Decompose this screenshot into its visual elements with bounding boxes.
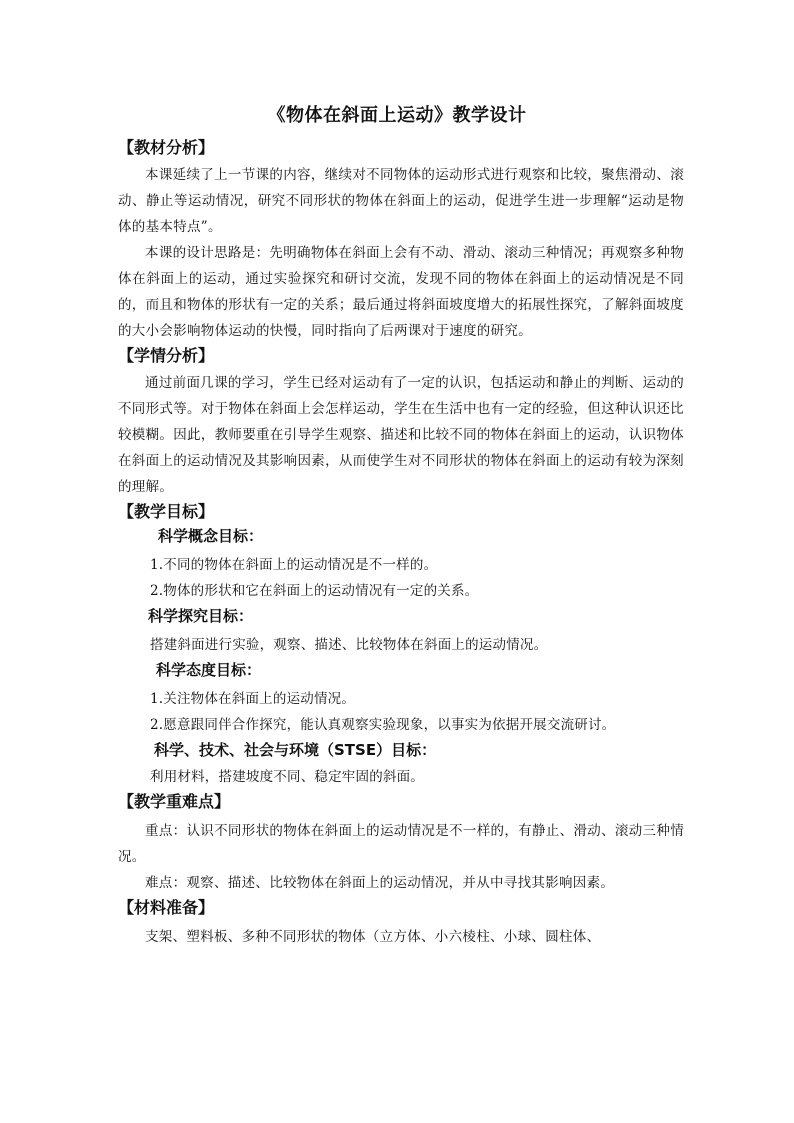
section-heading-goals: 【教学目标】: [118, 502, 215, 521]
goal-attitude-item-2: 2.愿意跟同伴合作探究，能认真观察实验现象，以事实为依据开展交流研讨。: [150, 717, 616, 733]
goal-attitude-title: 科学态度目标：: [156, 661, 262, 679]
section-heading-textbook: 【教材分析】: [118, 138, 215, 157]
textbook-paragraph-2: 本课的设计思路是：先明确物体在斜面上会有不动、滑动、滚动三种情况；再观察多种物体在斜面上的运动，通过实验探究和研讨交流，发现不同的物体在斜面上的运动情况是不同的，而且和物体的形状有一定的关系；最后通过将斜面坡度增大的拓展性探究，了解斜面坡度的大小会影响物体运动的快慢，同时指向了后两课对于速度的研究。: [118, 245, 684, 339]
document-title: 《物体在斜面上运动》教学设计: [267, 105, 527, 126]
goal-inquiry-title: 科学探究目标：: [148, 607, 254, 625]
section-heading-keypoints: 【教学重难点】: [118, 792, 231, 811]
materials-paragraph-1: 支架、塑料板、多种不同形状的物体（立方体、小六棱柱、小球、圆柱体、: [145, 929, 601, 945]
goal-concept-item-1: 1.不同的物体在斜面上的运动情况是不一样的。: [150, 557, 438, 573]
textbook-paragraph-1: 本课延续了上一节课的内容，继续对不同物体的运动形式进行观察和比较，聚焦滑动、滚动、静止等运动情况，研究不同形状的物体在斜面上的运动，促进学生进一步理解“运动是物体的基本特点”。: [118, 167, 684, 235]
keypoints-difficult: 难点：观察、描述、比较物体在斜面上的运动情况，并从中寻找其影响因素。: [145, 875, 615, 891]
goal-stse-item-1: 利用材料，搭建坡度不同、稳定牢固的斜面。: [150, 769, 424, 785]
keypoints-key: 重点：认识不同形状的物体在斜面上的运动情况是不一样的，有静止、滑动、滚动三种情况。: [118, 823, 684, 865]
students-paragraph-1: 通过前面几课的学习，学生已经对运动有了一定的认识，包括运动和静止的判断、运动的不同形式等。对于物体在斜面上会怎样运动，学生在生活中也有一定的经验，但这种认识还比较模糊。因此，教师要重在引导学生观察、描述和比较不同的物体在斜面上的运动，认识物体在斜面上的运动情况及其影响因素，从而使学生对不同形状的物体在斜面上的运动有较为深刻的理解。: [118, 375, 684, 495]
goal-inquiry-item-1: 搭建斜面进行实验，观察、描述、比较物体在斜面上的运动情况。: [150, 637, 548, 653]
section-heading-students: 【学情分析】: [118, 346, 215, 365]
goal-concept-title: 科学概念目标：: [158, 527, 264, 545]
goal-stse-title: 科学、技术、社会与环境（STSE）目标：: [154, 741, 437, 759]
goal-attitude-item-1: 1.关注物体在斜面上的运动情况。: [150, 691, 356, 707]
section-heading-materials: 【材料准备】: [118, 898, 215, 917]
document-body: [118, 136, 684, 950]
goal-concept-item-2: 2.物体的形状和它在斜面上的运动情况有一定的关系。: [150, 583, 479, 599]
